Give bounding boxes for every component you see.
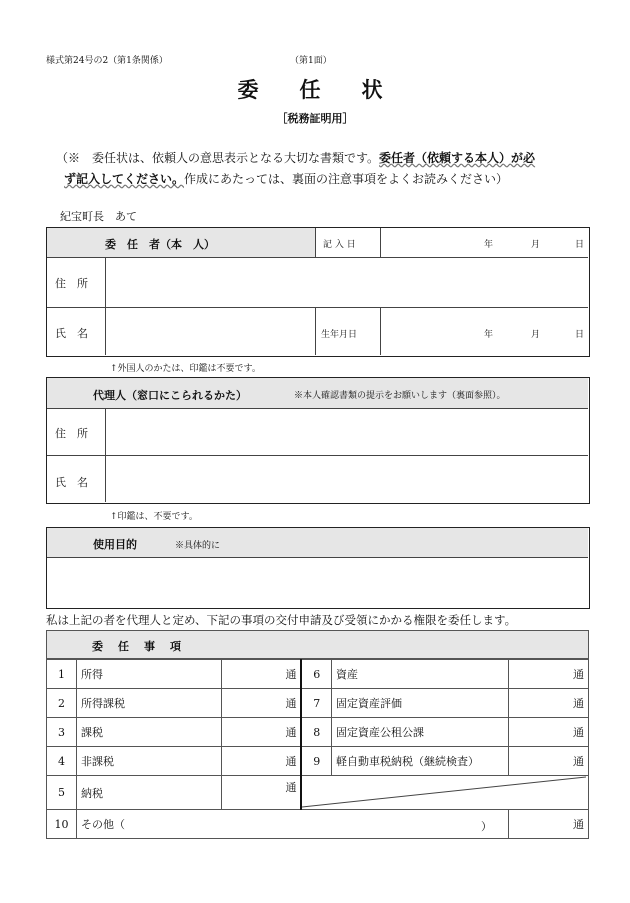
principal-name-label: 氏 名 — [55, 327, 88, 340]
items-header: 委 任 事 項 — [92, 640, 183, 653]
item-label: 所得課税 — [76, 689, 221, 718]
item-label: 所得 — [76, 660, 221, 689]
blank-cell — [301, 776, 588, 810]
birth-year-label: 年 — [484, 330, 494, 340]
entry-date-label: 記 入 日 — [323, 240, 356, 250]
principal-name-field[interactable] — [107, 309, 315, 353]
item-label: 資産 — [331, 660, 508, 689]
birth-day-label: 日 — [575, 330, 585, 340]
diagonal-line — [302, 776, 586, 809]
item-label: 固定資産評価 — [331, 689, 508, 718]
notice-emphasis-2: ず記入してください。 — [64, 172, 185, 186]
page-label: （第1面） — [290, 56, 332, 66]
item-unit[interactable]: 通 — [222, 718, 302, 747]
item-label: 課税 — [76, 718, 221, 747]
item-number: 4 — [47, 747, 77, 776]
item-number: 7 — [301, 689, 331, 718]
item-number: 9 — [301, 747, 331, 776]
notice-prefix: （※ 委任状は、依頼人の意思表示となる大切な書類です。 — [56, 151, 380, 165]
agent-name-label: 氏 名 — [55, 476, 88, 489]
purpose-field[interactable] — [49, 559, 585, 605]
item-unit[interactable]: 通 — [222, 689, 302, 718]
document-title: 委 任 状 — [237, 78, 393, 102]
table-row — [47, 660, 589, 689]
item-unit[interactable]: 通 — [508, 810, 588, 839]
item-number: 6 — [301, 660, 331, 689]
item-number: 2 — [47, 689, 77, 718]
item-unit[interactable]: 通 — [508, 689, 588, 718]
entry-day-label: 日 — [575, 240, 585, 250]
purpose-header: 使用目的 — [93, 538, 137, 551]
birthdate-label: 生年月日 — [321, 330, 358, 340]
form-id: 様式第24号の2（第1条関係） — [46, 56, 168, 66]
purpose-section — [46, 527, 590, 609]
principal-section — [46, 227, 590, 357]
agent-address-label: 住 所 — [55, 427, 88, 440]
items-table — [46, 659, 589, 839]
table-row — [47, 747, 589, 776]
table-row — [47, 718, 589, 747]
item-label: 軽自動車税納税（継続検査） — [331, 747, 508, 776]
table-row — [47, 810, 589, 839]
item-unit[interactable]: 通 — [222, 747, 302, 776]
principal-address-field[interactable] — [107, 259, 585, 304]
delegation-statement: 私は上記の者を代理人と定め、下記の事項の交付申請及び受領にかかる権限を委任します。 — [46, 613, 517, 627]
birth-month-label: 月 — [531, 330, 541, 340]
item-number: 10 — [47, 810, 77, 839]
item-number: 5 — [47, 776, 77, 810]
item-other-cell[interactable] — [76, 810, 508, 839]
item-unit[interactable]: 通 — [222, 660, 302, 689]
entry-year-label: 年 — [484, 240, 494, 250]
item-unit[interactable]: 通 — [508, 747, 588, 776]
agent-note: ↑印鑑は、不要です。 — [110, 512, 198, 522]
item-label: 非課税 — [76, 747, 221, 776]
item-label: 納税 — [76, 776, 221, 810]
item-other-close: ） — [480, 820, 492, 833]
table-row — [47, 776, 589, 810]
item-number: 3 — [47, 718, 77, 747]
agent-header: 代理人（窓口にこられるかた） — [93, 389, 247, 402]
item-unit[interactable]: 通 — [508, 660, 588, 689]
item-other-label: その他（ — [80, 818, 125, 831]
addressee: 紀宝町長 あて — [60, 210, 137, 223]
item-label: 固定資産公租公課 — [331, 718, 508, 747]
notice-text — [56, 148, 596, 190]
purpose-header-note: ※具体的に — [175, 541, 221, 551]
notice-emphasis-1: 委任者（依頼する本人）が必 — [379, 151, 536, 165]
agent-section — [46, 377, 590, 504]
principal-note: ↑外国人のかたは、印鑑は不要です。 — [110, 364, 261, 374]
item-unit[interactable]: 通 — [222, 776, 302, 810]
document-subtitle: ［税務証明用］ — [276, 112, 354, 125]
entry-month-label: 月 — [531, 240, 541, 250]
agent-address-field[interactable] — [107, 410, 585, 452]
item-number: 1 — [47, 660, 77, 689]
notice-suffix: 作成にあたっては、裏面の注意事項をよくお読みください） — [184, 172, 509, 186]
principal-address-label: 住 所 — [55, 277, 88, 290]
principal-header: 委 任 者（本 人） — [105, 238, 215, 251]
item-unit[interactable]: 通 — [508, 718, 588, 747]
agent-name-field[interactable] — [107, 457, 585, 500]
agent-header-note: ※本人確認書類の提示をお願いします（裏面参照）。 — [294, 391, 506, 401]
table-row — [47, 689, 589, 718]
item-number: 8 — [301, 718, 331, 747]
